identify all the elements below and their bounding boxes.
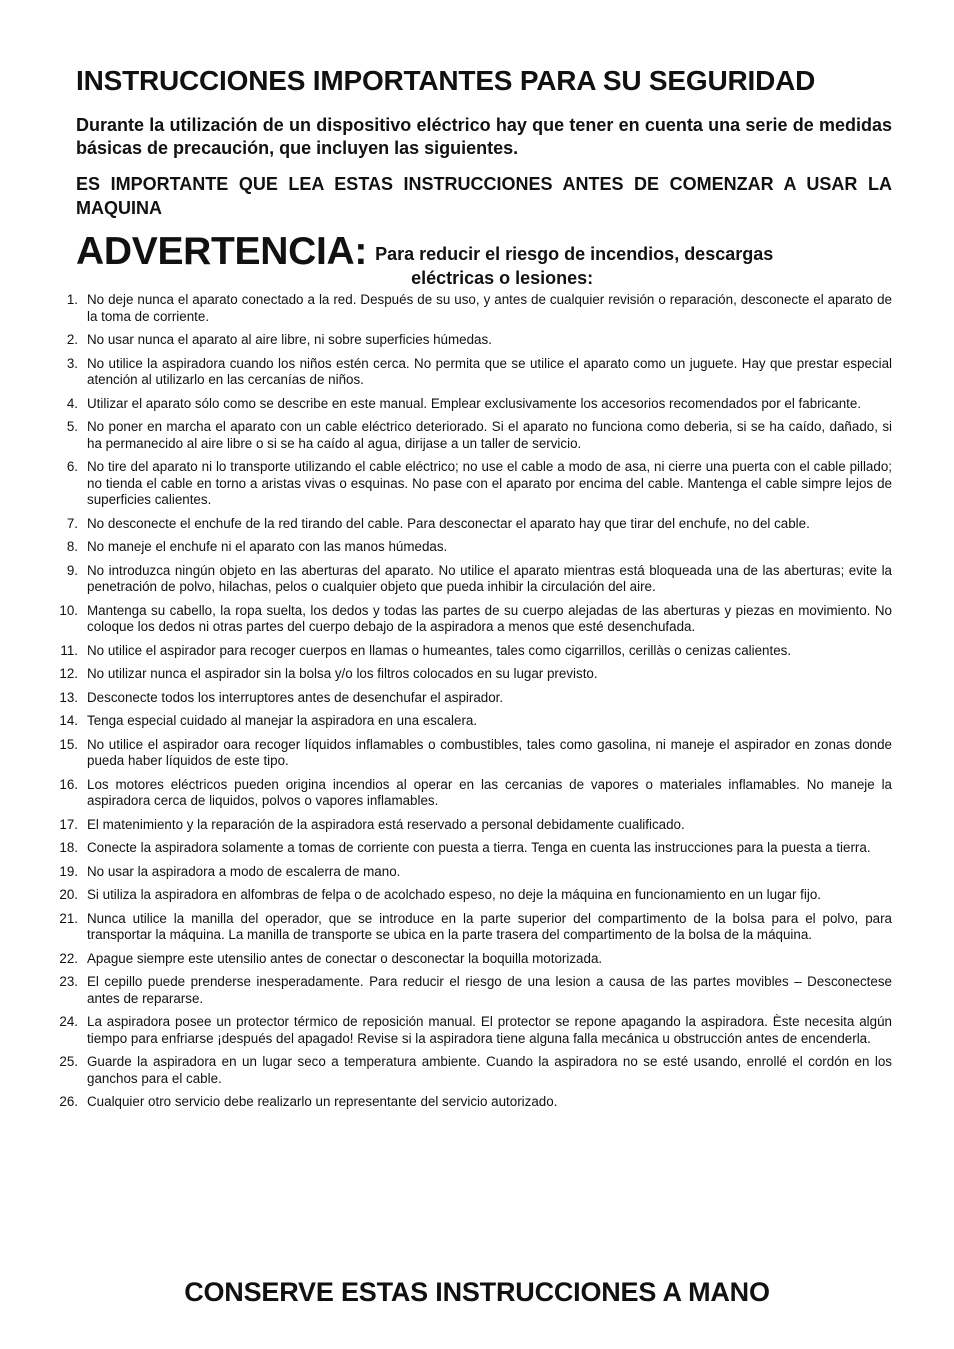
list-item-text: Si utiliza la aspiradora en alfombras de felpa o de acolchado espeso, no deje la máquina en funcionamiento en un lugar fijo. <box>87 887 821 902</box>
list-item-text: No utilice el aspirador oara recoger líquidos inflamables o combustibles, tales como gasolina, ni maneje el aspirador en zonas donde pueda haber líquidos de este tipo. <box>87 736 892 768</box>
list-item-number: 20. <box>59 887 78 902</box>
list-item-text: Cualquier otro servicio debe realizarlo un representante del servicio autorizado. <box>87 1094 558 1109</box>
list-item <box>56 864 892 881</box>
list-item-number: 5. <box>66 419 78 434</box>
list-item <box>56 974 892 1007</box>
list-item-text: Apague siempre este utensilio antes de conectar o desconectar la boquilla motorizada. <box>87 950 603 966</box>
list-item-text: Los motores eléctricos pueden origina incendios al operar en las cercanias de vapores o materiales inflamables. No maneje la aspiradora cerca de liquidos, polvos o vapores inflamables. <box>87 776 892 808</box>
list-item-number: 8. <box>66 539 78 554</box>
list-item <box>56 419 892 452</box>
list-item <box>56 1014 892 1047</box>
list-item <box>56 643 892 660</box>
list-item-text: Guarde la aspiradora en un lugar seco a temperatura ambiente. Cuando la aspiradora no se esté usando, enrollé el cordón en los ganchos para el cable. <box>87 1054 892 1086</box>
list-item-number: 15. <box>59 736 78 752</box>
list-item-text: Conecte la aspiradora solamente a tomas de corriente con puesta a tierra. Tenga en cuenta las instrucciones para la puesta a tierra. <box>87 840 871 855</box>
list-item-text: No maneje el enchufe ni el aparato con las manos húmedas. <box>87 539 448 554</box>
list-item-number: 11. <box>60 642 78 658</box>
list-item-number: 6. <box>66 459 78 474</box>
list-item-text: Nunca utilice la manilla del operador, que se introduce en la parte superior del compartimento de la bolsa para el polvo, para transportar la máquina. La manilla de transporte se ubica en la parte trasera del compartimento de la bolsa de la máquina. <box>87 910 892 942</box>
list-item <box>56 840 892 857</box>
safety-rules-list <box>56 292 892 1111</box>
list-item-number: 9. <box>66 562 78 578</box>
list-item-text: Utilizar el aparato sólo como se describe en este manual. Emplear exclusivamente los accesorios recomendados por el fabricante. <box>87 395 862 411</box>
warning-subtitle-line-2: eléctricas o lesiones: <box>411 268 594 288</box>
intro-paragraph: Durante la utilización de un dispositivo eléctrico hay que tener en cuenta una serie de medidas básicas de precaución, que incluyen las siguientes. <box>76 115 892 158</box>
list-item <box>56 666 892 683</box>
list-item <box>56 356 892 389</box>
list-item <box>56 911 892 944</box>
list-item-text: No introduzca ningún objeto en las aberturas del aparato. No utilice el aparato mientras está bloqueada una de las aberturas; evite la penetración de polvo, hilachas, pelos o cualquier objeto que pueda inhibir la circulación del aire. <box>87 562 892 594</box>
list-item-text: El matenimiento y la reparación de la aspiradora está reservado a personal debidamente cualificado. <box>87 816 685 832</box>
list-item <box>56 951 892 968</box>
list-item-text: No utilice la aspiradora cuando los niños estén cerca. No permita que se utilice el aparato como un juguete. Hay que prestar especial atención al utilizarlo en las cercanías de niños. <box>87 355 892 387</box>
list-item-text: Mantenga su cabello, la ropa suelta, los dedos y todas las partes de su cuerpo alejadas de las aberturas y piezas en movimiento. No coloque los dedos ni otras partes del cuerpo debajo de la aspiradora a menos que esté desenchufada. <box>87 602 892 634</box>
list-item-text: No utilice el aspirador para recoger cuerpos en llamas o humeantes, tales como cigarrillos, cerillàs o cenizas calientes. <box>87 642 792 658</box>
list-item-text: Tenga especial cuidado al manejar la aspiradora en una escalera. <box>87 713 478 728</box>
list-item-number: 21. <box>59 910 78 926</box>
page-title: INSTRUCCIONES IMPORTANTES PARA SU SEGURIDAD <box>76 65 816 96</box>
list-item-number: 19. <box>59 863 78 879</box>
list-item <box>56 396 892 413</box>
list-item <box>56 887 892 904</box>
list-item <box>56 690 892 707</box>
list-item-text: No tire del aparato ni lo transporte utilizando el cable eléctrico; no use el cable a modo de asa, ni cierre una puerta con el cable pillado; no tienda el cable en torno a aristas vivas o esquinas. No pase con el aparato por encima del cable. Mantenga el cable simpre lejos de superficies calientes. <box>87 459 892 507</box>
footer-notice: CONSERVE ESTAS INSTRUCCIONES A MANO <box>184 1277 770 1307</box>
list-item <box>56 713 892 730</box>
list-item <box>56 603 892 636</box>
warning-heading <box>76 232 892 290</box>
list-item-number: 25. <box>59 1054 78 1069</box>
list-item-number: 12. <box>59 666 78 681</box>
list-item <box>56 332 892 349</box>
list-item-text: Desconecte todos los interruptores antes de desenchufar el aspirador. <box>87 689 504 705</box>
list-item-number: 16. <box>59 776 78 792</box>
list-item-text: No desconecte el enchufe de la red tirando del cable. Para desconectar el aparato hay que tirar del enchufe, no del cable. <box>87 515 810 531</box>
safety-instructions-page <box>59 64 892 1118</box>
list-item <box>56 1054 892 1087</box>
list-item-number: 18. <box>59 840 78 855</box>
list-item-text: No utilizar nunca el aspirador sin la bolsa y/o los filtros colocados en su lugar previsto. <box>87 666 598 681</box>
list-item-text: No usar nunca el aparato al aire libre, ni sobre superficies húmedas. <box>87 332 492 347</box>
list-item <box>56 539 892 556</box>
list-item <box>56 292 892 325</box>
list-item-number: 3. <box>66 355 78 371</box>
important-notice: ES IMPORTANTE QUE LEA ESTAS INSTRUCCIONES ANTES DE COMENZAR A USAR LA MAQUINA <box>76 174 892 218</box>
list-item-number: 10. <box>59 602 78 618</box>
warning-label: ADVERTENCIA: <box>76 230 368 273</box>
list-item <box>56 737 892 770</box>
list-item <box>56 459 892 509</box>
list-item-number: 13. <box>59 689 78 705</box>
list-item-text: No poner en marcha el aparato con un cable eléctrico deteriorado. Si el aparato no funciona como deberia, si se ha caído, dañado, si ha permanecido al aire libre o si se ha caído al agua, dirijase a un taller de servicio. <box>87 419 892 451</box>
list-item-number: 17. <box>59 816 78 832</box>
list-item-text: El cepillo puede prenderse inesperadamente. Para reducir el riesgo de una lesion a causa de las partes movibles – Desconectese antes de repararse. <box>87 974 892 1006</box>
list-item-text: No deje nunca el aparato conectado a la red. Después de su uso, y antes de cualquier revisión o reparación, desconecte el aparato de la toma de corriente. <box>87 292 892 324</box>
list-item-number: 14. <box>59 713 78 728</box>
warning-subtitle-line-1: Para reducir el riesgo de incendios, descargas <box>375 244 774 264</box>
list-item <box>56 777 892 810</box>
list-item-number: 22. <box>59 950 78 966</box>
list-item-number: 23. <box>59 974 78 989</box>
list-item <box>56 817 892 834</box>
list-item-text: No usar la aspiradora a modo de escalerra de mano. <box>87 863 401 879</box>
list-item-number: 4. <box>66 395 78 411</box>
list-item-text: La aspiradora posee un protector térmico de reposición manual. El protector se repone apagando la aspiradora. Èste necesita algún tiempo para enfriarse ¡después del apagado! Revise si la aspiradora tiene alguna falla mecánica u obstrucción antes de encenderla. <box>87 1014 892 1046</box>
list-item-number: 2. <box>66 332 78 347</box>
warning-subtitle <box>375 232 773 290</box>
list-item-number: 26. <box>59 1094 78 1109</box>
list-item-number: 1. <box>66 292 78 307</box>
list-item-number: 7. <box>66 515 78 531</box>
list-item <box>56 516 892 533</box>
list-item <box>56 563 892 596</box>
list-item-number: 24. <box>59 1014 78 1029</box>
list-item <box>56 1094 892 1111</box>
